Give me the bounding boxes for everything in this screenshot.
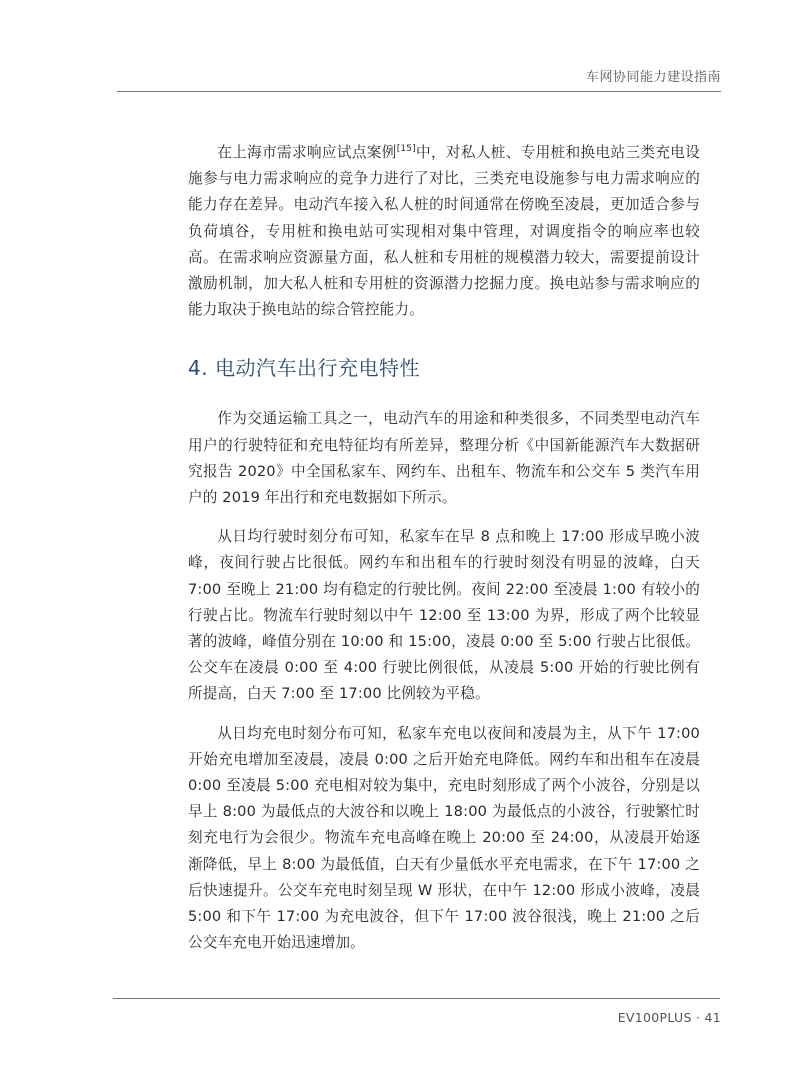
- paragraph-intro: 作为交通运输工具之一，电动汽车的用途和种类很多，不同类型电动汽车用户的行驶特征和充电特征均有所差异，整理分析《中国新能源汽车大数据研究报告 2020》中全国私家车、网约车、出租车、物流车和公交车 5 类汽车用户的 2019 年出行和充电数据如下所示。: [188, 410, 700, 507]
- running-header-title: 车网协同能力建设指南: [585, 70, 721, 85]
- paragraph-demand-response: [188, 140, 700, 323]
- header-divider: [117, 91, 721, 92]
- footer-divider: [113, 998, 720, 999]
- paragraph-charging-time: 从日均充电时刻分布可知，私家车充电以夜间和凌晨为主，从下午 17:00 开始充电增加至凌晨，凌晨 0:00 之后开始充电降低。网约车和出租车在凌晨 0:00 至凌晨 5:00 充电相对较为集中，充电时刻形成了两个小波谷，分别是以早上 8:00 为最低点的大波谷和以晚上 18:00 为最低点的小波谷，行驶繁忙时刻充电行为会很少。物流车充电高峰在晚上 20:00 至 24:00，从凌晨开始逐渐降低，早上 8:00 为最低值，白天有少量低水平充电需求，在下午 17:00 之后快速提升。公交车充电时刻呈现 W 形状，在中午 12:00 形成小波峰，凌晨 5:00 和下午 17:00 为充电波谷，但下午 17:00 波谷很浅，晚上 21:00 之后公交车充电开始迅速增加。: [188, 724, 700, 952]
- citation-reference: [15]: [396, 144, 416, 154]
- section-heading: 4. 电动汽车出行充电特性: [188, 356, 420, 381]
- page-footer: EV100PLUS · 41: [617, 1010, 721, 1025]
- paragraph-text-after-ref: 中，对私人桩、专用桩和换电站三类充电设施参与电力需求响应的竞争力进行了对比，三类充电设施参与电力需求响应的能力存在差异。电动汽车接入私人桩的时间通常在傍晚至凌晨，更加适合参与负荷填谷，专用桩和换电站可实现相对集中管理，对调度指令的响应率也较高。在需求响应资源量方面，私人桩和专用桩的规模潜力较大，需要提前设计激励机制，加大私人桩和专用桩的资源潜力挖掘力度。换电站参与需求响应的能力取决于换电站的综合管控能力。: [188, 144, 700, 319]
- paragraph-text-before-ref: 在上海市需求响应试点案例: [217, 144, 397, 161]
- paragraph-driving-time: 从日均行驶时刻分布可知，私家车在早 8 点和晚上 17:00 形成早晚小波峰，夜间行驶占比很低。网约车和出租车的行驶时刻没有明显的波峰，白天 7:00 至晚上 21:00 均有稳定的行驶比例。夜间 22:00 至凌晨 1:00 有较小的行驶占比。物流车行驶时刻以中午 12:00 至 13:00 为界，形成了两个比较显著的波峰，峰值分别在 10:00 和 15:00，凌晨 0:00 至 5:00 行驶占比很低。公交车在凌晨 0:00 至 4:00 行驶比例很低，从凌晨 5:00 开始的行驶比例有所提高，白天 7:00 至 17:00 比例较为平稳。: [188, 528, 700, 703]
- page-body: [188, 140, 700, 956]
